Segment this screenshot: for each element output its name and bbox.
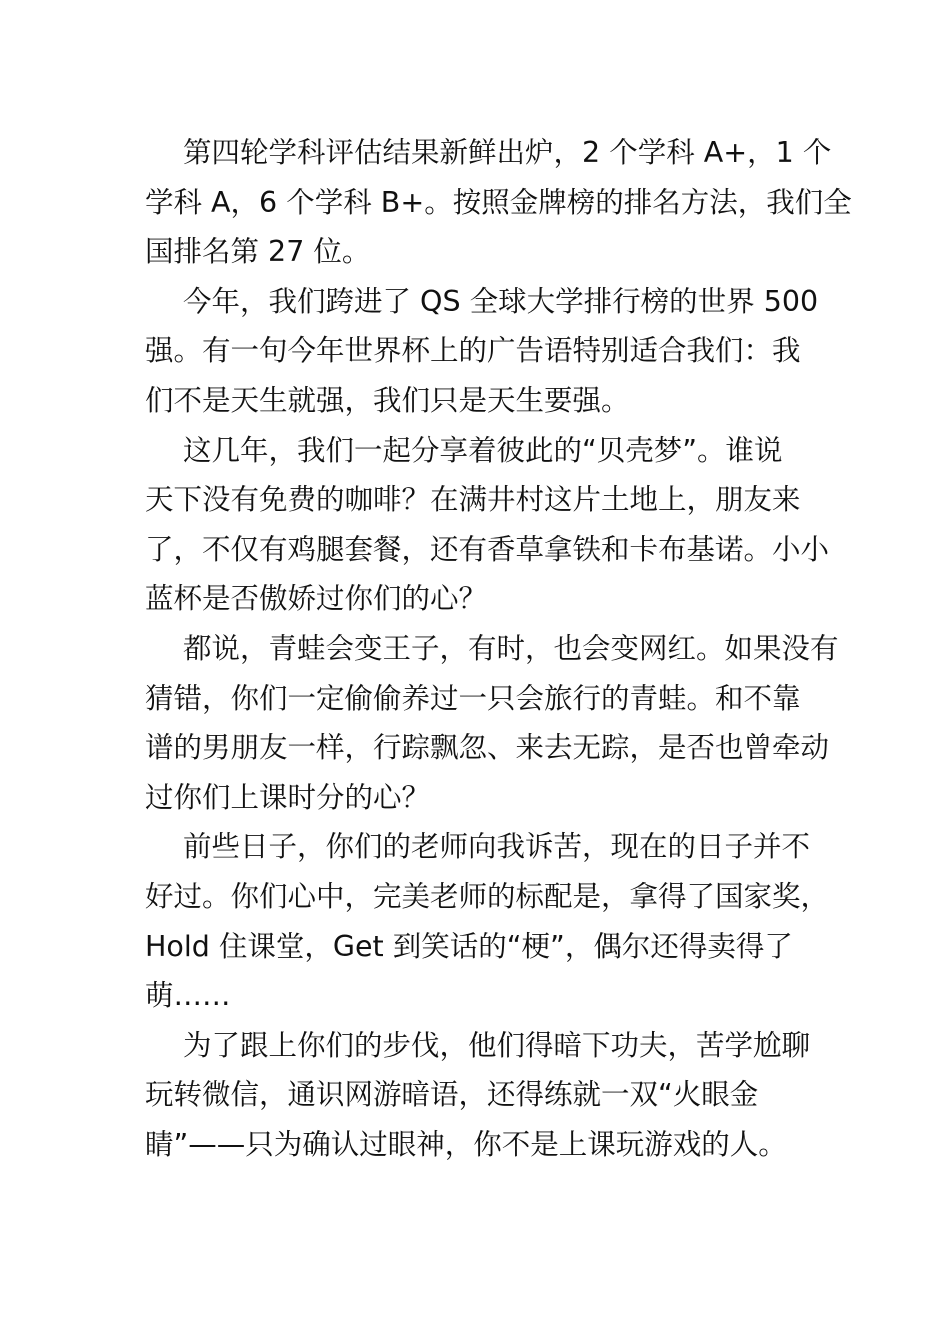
text-line: 前些日子，你们的老师向我诉苦，现在的日子并不 <box>183 830 811 864</box>
text-line: 玩转微信，通识网游暗语，还得练就一双“火眼金 <box>145 1078 759 1112</box>
paragraph <box>145 1021 810 1170</box>
paragraph <box>145 822 830 1020</box>
text-line: 萌…… <box>145 979 231 1013</box>
text-line: 这几年，我们一起分享着彼此的“贝壳梦”。谁说 <box>183 433 783 467</box>
text-line: 今年，我们跨进了 QS 全球大学排行榜的世界 500 <box>183 284 819 318</box>
paragraph <box>145 624 839 822</box>
text-line: 强。有一句今年世界杯上的广告语特别适合我们：我 <box>145 334 801 368</box>
text-line: 了，不仅有鸡腿套餐，还有香草拿铁和卡布基诺。小小 <box>145 532 830 566</box>
text-line: 第四轮学科评估结果新鲜出炉，2 个学科 A+，1 个 <box>183 136 832 169</box>
text-line: 过你们上课时分的心？ <box>145 780 431 814</box>
text-line: 国排名第 27 位。 <box>145 235 371 269</box>
text-line: 睛”——只为确认过眼神，你不是上课玩游戏的人。 <box>145 1127 787 1161</box>
text-line: 都说，青蛙会变王子，有时，也会变网红。如果没有 <box>183 631 839 665</box>
text-line: 学科 A，6 个学科 B+。按照金牌榜的排名方法，我们全 <box>145 185 852 219</box>
paragraph <box>145 128 852 277</box>
document-body <box>145 128 852 1169</box>
text-line: 天下没有免费的咖啡？在满井村这片土地上，朋友来 <box>145 483 801 517</box>
text-line: 为了跟上你们的步伐，他们得暗下功夫，苦学尬聊 <box>183 1028 811 1062</box>
text-line: Hold 住课堂，Get 到笑话的“梗”，偶尔还得卖得了 <box>145 929 793 963</box>
paragraph <box>145 426 830 624</box>
text-line: 谱的男朋友一样，行踪飘忽、来去无踪，是否也曾牵动 <box>145 731 830 765</box>
text-line: 们不是天生就强，我们只是天生要强。 <box>145 383 630 417</box>
text-line: 好过。你们心中，完美老师的标配是，拿得了国家奖， <box>145 879 830 913</box>
text-line: 蓝杯是否傲娇过你们的心？ <box>145 582 488 616</box>
text-line: 猜错，你们一定偷偷养过一只会旅行的青蛙。和不靠 <box>145 681 801 715</box>
paragraph <box>145 277 819 426</box>
